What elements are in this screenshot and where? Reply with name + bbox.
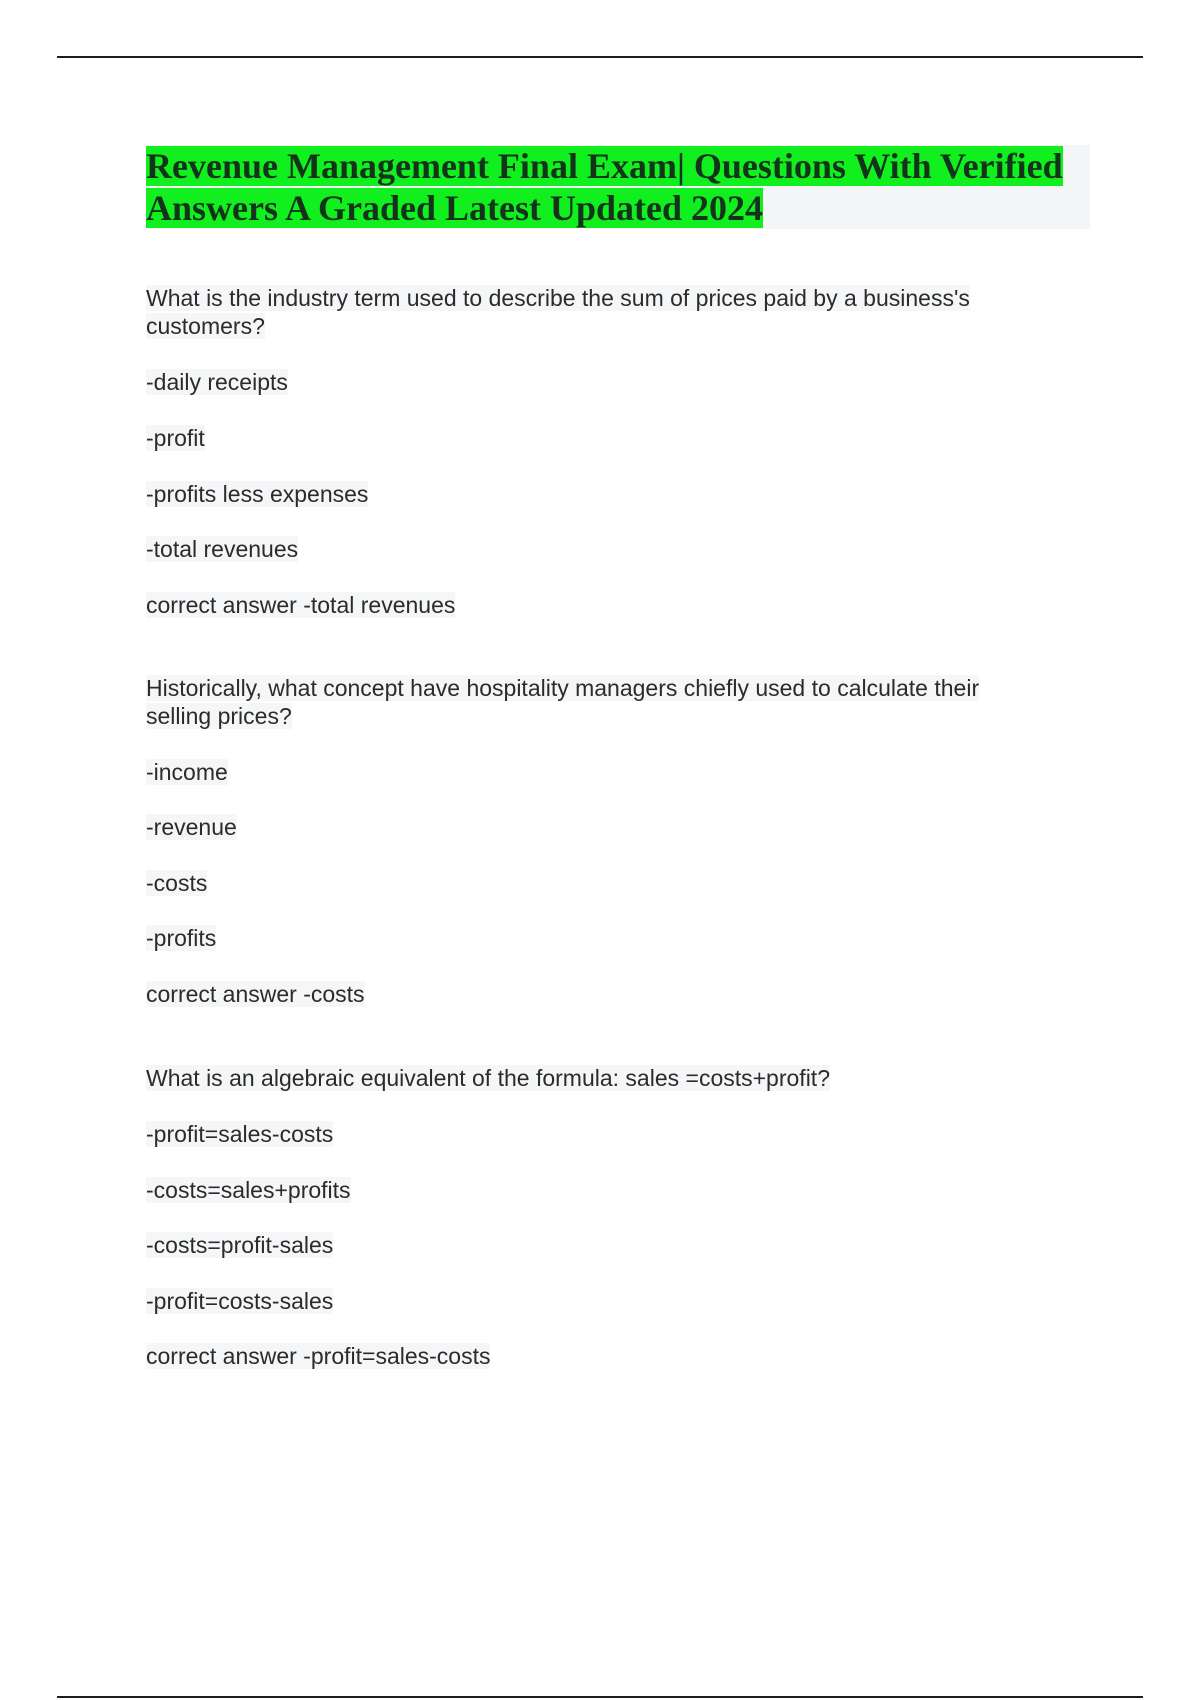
- header-rule: [57, 56, 1143, 58]
- question-2-text-line-2: selling prices?: [146, 703, 292, 729]
- question-2-option-2: -revenue: [146, 814, 237, 840]
- question-2-option-3: -costs: [146, 870, 208, 896]
- question-1-option-2: -profit: [146, 425, 205, 451]
- question-1-option-4: -total revenues: [146, 536, 299, 562]
- question-2-option-1: -income: [146, 759, 228, 785]
- question-3-option-3: -costs=profit-sales: [146, 1232, 334, 1258]
- question-2-answer: correct answer -costs: [146, 981, 365, 1007]
- question-2-text-line-1: Historically, what concept have hospitality managers chiefly used to calculate their: [146, 675, 980, 701]
- question-3-option-2: -costs=sales+profits: [146, 1177, 351, 1203]
- question-3-option-4: -profit=costs-sales: [146, 1288, 334, 1314]
- question-2-option-4: -profits: [146, 925, 217, 951]
- document-title: [146, 145, 1090, 229]
- question-3-answer: correct answer -profit=sales-costs: [146, 1343, 491, 1369]
- question-3-text-line-1: What is an algebraic equivalent of the formula: sales =costs+profit?: [146, 1065, 830, 1091]
- title-line-1: Revenue Management Final Exam| Questions With Verified: [146, 146, 1063, 186]
- question-1-option-1: -daily receipts: [146, 369, 288, 395]
- document-title-block: [146, 145, 1090, 229]
- question-1-text-line-1: What is the industry term used to describe the sum of prices paid by a business's: [146, 285, 970, 311]
- question-1-option-3: -profits less expenses: [146, 481, 369, 507]
- question-1-text-line-2: customers?: [146, 313, 265, 339]
- footer-rule: [57, 1696, 1143, 1698]
- title-line-2: Answers A Graded Latest Updated 2024: [146, 188, 764, 228]
- question-3-option-1: -profit=sales-costs: [146, 1121, 334, 1147]
- question-1-answer: correct answer -total revenues: [146, 592, 456, 618]
